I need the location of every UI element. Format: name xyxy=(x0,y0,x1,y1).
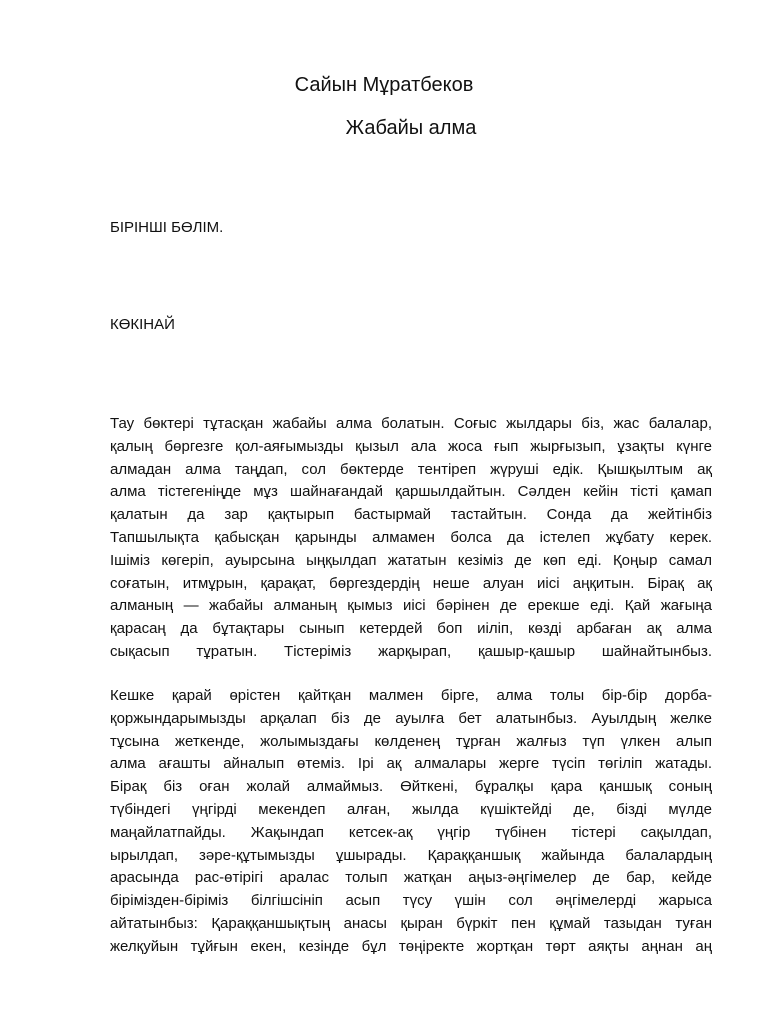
text-line: қоржындарымызды арқалап біз де ауылға бет алатынбыз. Ауылдың желке xyxy=(110,709,712,727)
text-line: арасында рас-өтірігі аралас толып жатқан аңыз-әңгімелер де бар, кейде xyxy=(110,869,712,887)
text-line: ырылдап, зәре-құтымызды ұшырады. Қараққаншық жайында балалардың xyxy=(110,846,712,864)
chapter-heading: КӨКІНАЙ xyxy=(110,316,175,333)
text-line: Бірақ біз оған жолай алмаймыз. Өйткені, бұралқы қара қаншық соның xyxy=(110,778,712,796)
text-line: Тапшылықта қабысқан қарынды алмамен болса да істелеп жұбату керек. xyxy=(110,528,712,546)
text-line: бірімізден-біріміз білгішсініп асып түсу үшін сол әңгімелерді жарыса xyxy=(110,892,712,910)
text-line: алма ағашты айналып өтеміз. Ірі ақ алмалары жерге түсіп төгіліп жатады. xyxy=(110,755,712,773)
text-line: қалың бөргезге қол-аяғымызды қызыл ала жоса ғып жырғызып, ұзақты күнге xyxy=(110,437,712,455)
text-line: түбіндегі үңгірді мекендеп алған, жылда күшіктейді де, бізді мүлде xyxy=(110,800,712,818)
text-line: Ішіміз көгеріп, ауырсына ыңқылдап жататын кезіміз де көп еді. Қоңыр самал xyxy=(110,551,712,569)
paragraph-1 xyxy=(110,413,712,664)
author-name: Сайын Мұратбеков xyxy=(294,74,474,96)
paragraph-2 xyxy=(110,685,712,959)
text-line: сықасып тұратын. Тістеріміз жарқырап, қашыр-қашыр шайнайтынбыз. xyxy=(110,642,712,660)
text-line: айтатынбыз: Қараққаншықтың анасы қыран бүркіт пен құмай тазыдан туған xyxy=(110,914,712,932)
part-heading: БІРІНШІ БӨЛІМ. xyxy=(110,219,224,236)
text-line: қалатын да зар қақтырып бастырмай тастайтын. Сонда да жейтінбіз xyxy=(110,506,712,524)
text-line: қарасаң да бұтақтары сынып кетердей боп иіліп, көзді арбаған ақ алма xyxy=(110,620,712,638)
text-line: Тау бөктері тұтасқан жабайы алма болатын. Соғыс жылдары біз, жас балалар, xyxy=(110,415,712,432)
text-line: соғатын, итмұрын, қарақат, бөргездердің неше алуан иісі аңқитын. Бірақ ақ xyxy=(110,574,712,592)
book-title: Жабайы алма xyxy=(345,117,477,139)
text-line: алманың — жабайы алманың қымыз иісі бәрінен де ерекше еді. Қай жағыңа xyxy=(110,597,712,615)
text-line: желқуйын тұйғын екен, кезінде бұл төңіректе жортқан төрт аяқты аңнан аң xyxy=(110,937,712,955)
text-line: алмадан алма таңдап, сол бөктерде тентіреп жүруші едік. Қышқылтым ақ xyxy=(110,460,712,478)
text-line: Кешке қарай өрістен қайтқан малмен бірге, алма толы бір-бір дорба- xyxy=(110,687,712,704)
text-line: алма тістегеніңде мұз шайнағандай қаршылдайтын. Сәлден кейін тісті қамап xyxy=(110,483,712,501)
text-line: тұсына жеткенде, жолымыздағы көлденең тұрған жалғыз түп үлкен алып xyxy=(110,732,712,750)
text-line: маңайлатпайды. Жақындап кетсек-ақ үңгір түбінен тістері сақылдап, xyxy=(110,823,712,841)
